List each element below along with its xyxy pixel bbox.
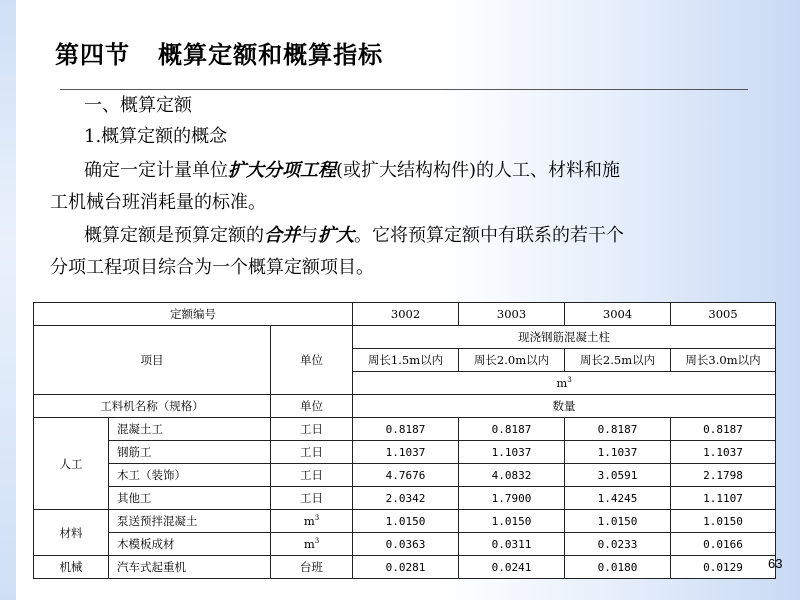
table-row	[34, 533, 776, 556]
value-cell: 0.8187	[671, 418, 776, 441]
para2-emphasis-merge: 合并	[264, 225, 300, 246]
row-name: 其他工	[109, 487, 271, 510]
quota-table	[33, 302, 776, 579]
row-unit-sup: 3	[314, 514, 320, 523]
row-unit-base: m	[303, 537, 315, 551]
row-name: 木工（装饰）	[109, 464, 271, 487]
header-sub-item: 周长2.0m以内	[459, 349, 565, 372]
header-code-cell: 3003	[459, 303, 565, 326]
quota-table-container	[33, 302, 776, 579]
header-sub-item: 周长3.0m以内	[671, 349, 776, 372]
table-row	[34, 395, 776, 418]
value-cell: 1.1107	[671, 487, 776, 510]
table-row	[34, 464, 776, 487]
header-code-cell: 3004	[565, 303, 671, 326]
row-name: 汽车式起重机	[109, 556, 271, 579]
decorative-left-band	[0, 0, 16, 600]
category-machine: 机械	[34, 556, 109, 579]
header-code-label: 定额编号	[34, 303, 353, 326]
row-unit-sup: 3	[314, 537, 320, 546]
table-row	[34, 326, 776, 349]
heading-concept-section: 一、概算定额	[84, 95, 192, 116]
category-material: 材料	[34, 510, 109, 556]
header-sub-item: 周长2.5m以内	[565, 349, 671, 372]
value-cell: 1.1037	[565, 441, 671, 464]
row-unit-base: m	[303, 514, 315, 528]
heading-concept-definition: 1.概算定额的概念	[84, 126, 228, 147]
table-row	[34, 510, 776, 533]
para2-text-a: 概算定额是预算定额的	[84, 225, 264, 246]
group-unit-sup: 3	[567, 376, 572, 385]
row-unit	[271, 533, 353, 556]
value-cell: 4.7676	[353, 464, 459, 487]
row-name: 木模板成材	[109, 533, 271, 556]
value-cell: 0.8187	[459, 418, 565, 441]
table-row	[34, 487, 776, 510]
value-cell: 0.8187	[353, 418, 459, 441]
header-code-cell: 3005	[671, 303, 776, 326]
value-cell: 2.1798	[671, 464, 776, 487]
value-cell: 3.0591	[565, 464, 671, 487]
value-cell: 4.0832	[459, 464, 565, 487]
value-cell: 0.0233	[565, 533, 671, 556]
row-unit: 工日	[271, 487, 353, 510]
row-unit: 台班	[271, 556, 353, 579]
row-name: 钢筋工	[109, 441, 271, 464]
value-cell: 0.0180	[565, 556, 671, 579]
header-group-title: 现浇钢筋混凝土柱	[353, 326, 776, 349]
row-unit: 工日	[271, 464, 353, 487]
value-cell: 0.0129	[671, 556, 776, 579]
header-unit-label-2: 单位	[271, 395, 353, 418]
row-name: 混凝土工	[109, 418, 271, 441]
header-item-label: 项目	[34, 326, 271, 395]
header-sub-item: 周长1.5m以内	[353, 349, 459, 372]
paragraph-1-line-2: 工机械台班消耗量的标准。	[50, 192, 266, 213]
row-name: 泵送预拌混凝土	[109, 510, 271, 533]
header-group-unit	[353, 372, 776, 395]
para1-text-c: (或扩大结构构件)的人工、材料和施	[336, 160, 621, 181]
slide-title: 第四节 概算定额和概算指标	[55, 41, 384, 69]
value-cell: 1.0150	[459, 510, 565, 533]
category-labor: 人工	[34, 418, 109, 510]
value-cell: 1.4245	[565, 487, 671, 510]
value-cell: 1.1037	[353, 441, 459, 464]
value-cell: 1.1037	[459, 441, 565, 464]
header-unit-label: 单位	[271, 326, 353, 395]
header-name-label: 工料机名称（规格）	[34, 395, 271, 418]
header-qty-label: 数量	[353, 395, 776, 418]
value-cell: 1.0150	[565, 510, 671, 533]
table-row	[34, 441, 776, 464]
para2-text-c: 与	[300, 225, 318, 246]
value-cell: 2.0342	[353, 487, 459, 510]
page-number: 63	[768, 556, 783, 571]
paragraph-1-line-1	[84, 155, 789, 186]
value-cell: 0.0281	[353, 556, 459, 579]
value-cell: 0.0241	[459, 556, 565, 579]
value-cell: 1.0150	[671, 510, 776, 533]
value-cell: 1.1037	[671, 441, 776, 464]
paragraph-2-line-2: 分项工程项目综合为一个概算定额项目。	[50, 257, 374, 278]
value-cell: 0.0166	[671, 533, 776, 556]
row-unit: 工日	[271, 418, 353, 441]
row-unit: 工日	[271, 441, 353, 464]
header-code-cell: 3002	[353, 303, 459, 326]
table-row	[34, 303, 776, 326]
value-cell: 0.0363	[353, 533, 459, 556]
table-row	[34, 556, 776, 579]
para2-emphasis-expand: 扩大	[318, 225, 354, 246]
para1-emphasis: 扩大分项工程	[228, 160, 336, 181]
group-unit-base: m	[556, 376, 568, 390]
value-cell: 0.8187	[565, 418, 671, 441]
row-unit	[271, 510, 353, 533]
value-cell: 1.0150	[353, 510, 459, 533]
value-cell: 1.7900	[459, 487, 565, 510]
paragraph-2-line-1	[84, 220, 789, 251]
value-cell: 0.0311	[459, 533, 565, 556]
para2-text-e: 。它将预算定额中有联系的若干个	[354, 225, 624, 246]
table-row	[34, 418, 776, 441]
para1-text-a: 确定一定计量单位	[84, 160, 228, 181]
